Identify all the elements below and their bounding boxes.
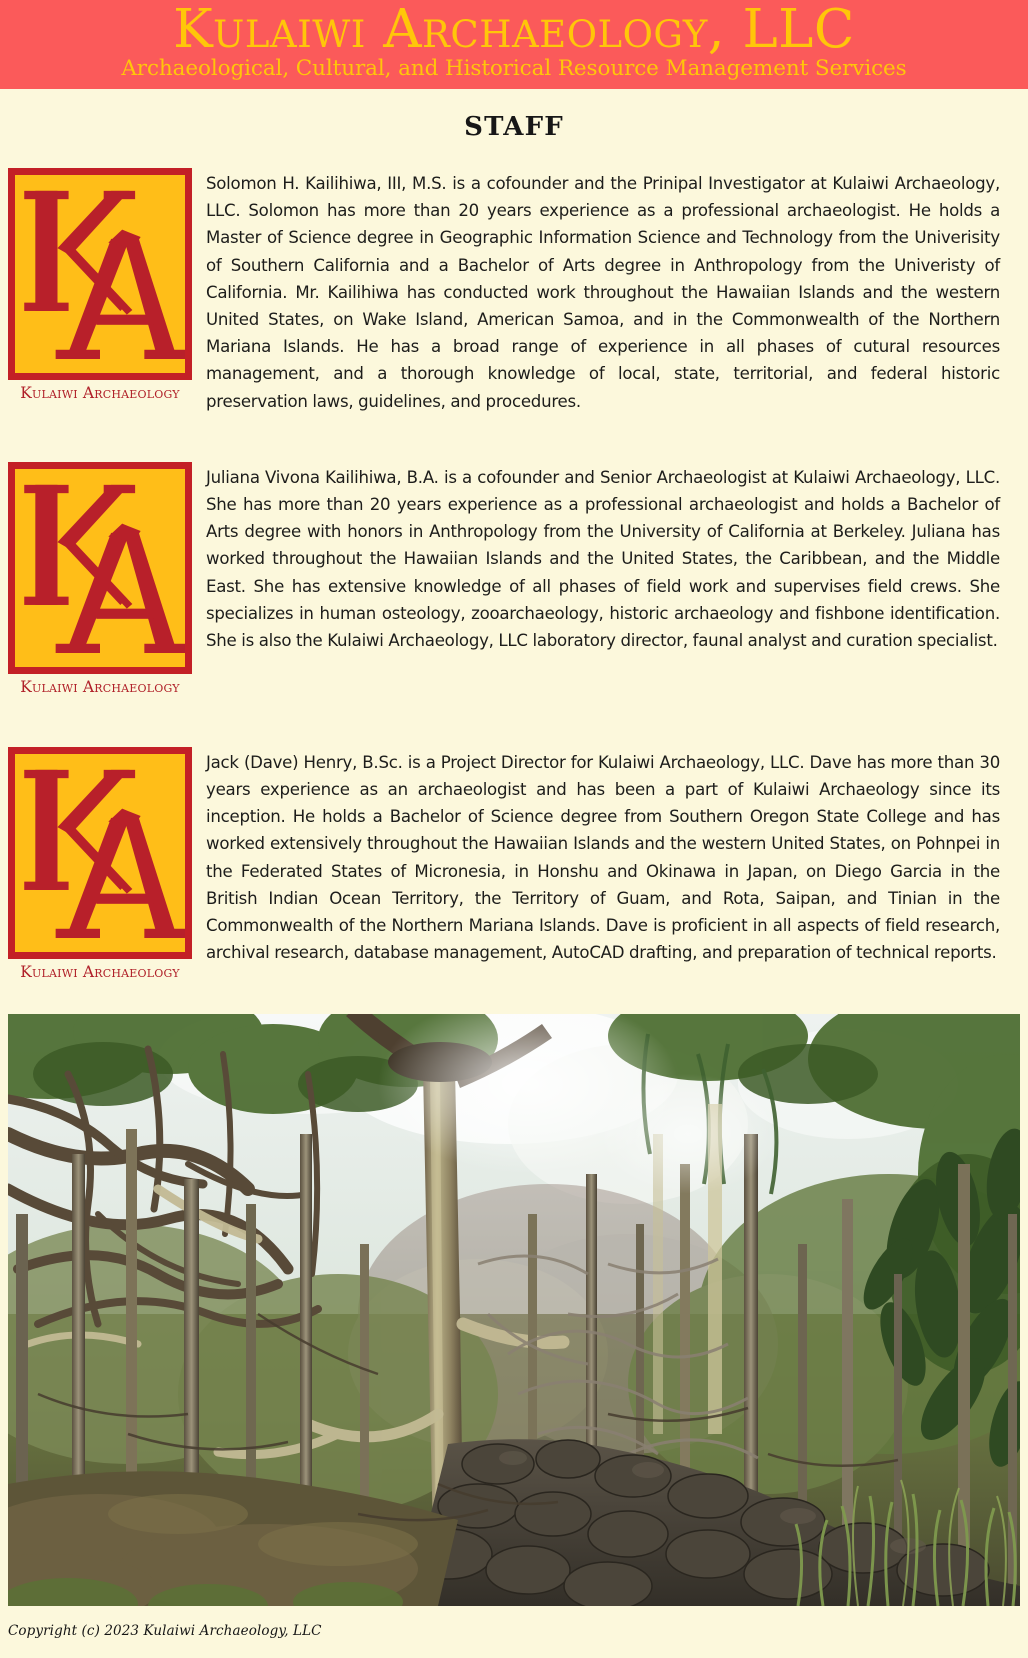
- page-footer: [0, 1612, 1028, 1658]
- staff-bio-text: Solomon H. Kailihiwa, III, M.S. is a cofounder and the Prinipal Investigator at Kulaiwi Archaeology, LLC. Solomon has more than 20 years experience as a professional archaeologist. He holds a Master of Science degree in Geographic Information Science and Technology from the Univerisity of Southern California and a Bachelor of Arts degree in Anthropology from the Univeristy of California. Mr. Kailihiwa has conducted work throughout the Hawaiian Islands and the western United States, on Wake Island, American Samoa, and in the Commonwealth of the Northern Mariana Islands. He has a broad range of experience in all phases of cutural resources management, and a thorough knowledge of local, state, territorial, and federal historic preservation laws, guidelines, and procedures.: [206, 174, 1000, 411]
- staff-logo-cell: [0, 168, 206, 402]
- logo-caption: Kulaiwi Archaeology: [20, 677, 180, 696]
- copyright-text: Copyright (c) 2023 Kulaiwi Archaeology, LLC: [8, 1623, 322, 1639]
- logo-caption: Kulaiwi Archaeology: [20, 962, 180, 981]
- company-tagline: Archaeological, Cultural, and Historical Resource Management Services: [121, 56, 907, 81]
- site-header-banner: [0, 0, 1028, 89]
- site-photograph: [8, 1014, 1020, 1606]
- staff-entry: [0, 168, 1028, 415]
- kulaiwi-archaeology-logo-icon: [8, 168, 192, 380]
- staff-bio-text: Juliana Vivona Kailihiwa, B.A. is a cofounder and Senior Archaeologist at Kulaiwi Archaeology, LLC. She has more than 20 years experience as a professional archaeologist and holds a Bachelor of Arts degree with honors in Anthropology from the University of California at Berkeley. Juliana has worked throughout the Hawaiian Islands and the United States, the Caribbean, and the Middle East. She has extensive knowledge of all phases of field work and supervises field crews. She specializes in human osteology, zooarchaeology, historic archaeology and fishbone identification. She is also the Kulaiwi Archaeology, LLC laboratory director, faunal analyst and curation specialist.: [206, 467, 1000, 651]
- staff-bio-cell: [206, 168, 1028, 415]
- company-title: Kulaiwi Archaeology, LLC: [173, 0, 855, 60]
- kulaiwi-archaeology-logo-icon: [8, 747, 192, 959]
- staff-bio-cell: [206, 462, 1028, 654]
- kulaiwi-archaeology-logo-icon: [8, 462, 192, 674]
- staff-logo-cell: [0, 462, 206, 696]
- staff-logo-cell: [0, 747, 206, 981]
- staff-list: [0, 168, 1028, 981]
- staff-entry: [0, 462, 1028, 696]
- staff-bio-cell: [206, 747, 1028, 967]
- staff-bio-text: Jack (Dave) Henry, B.Sc. is a Project Director for Kulaiwi Archaeology, LLC. Dave has more than 30 years experience as an archaeologist and has been a part of Kulaiwi Archaeology since its inception. He holds a Bachelor of Science degree from Southern Oregon State College and has worked extensively throughout the Hawaiian Islands and the western United States, on Pohnpei in the Federated States of Micronesia, in Honshu and Okinawa in Japan, on Diego Garcia in the British Indian Ocean Territory, the Territory of Guam, and Rota, Saipan, and Tinian in the Commonwealth of the Northern Mariana Islands. Dave is proficient in all aspects of field research, archival research, database management, AutoCAD drafting, and preparation of technical reports.: [206, 752, 1000, 963]
- page-title: STAFF: [464, 112, 564, 142]
- staff-entry: [0, 747, 1028, 981]
- logo-caption: Kulaiwi Archaeology: [20, 384, 180, 402]
